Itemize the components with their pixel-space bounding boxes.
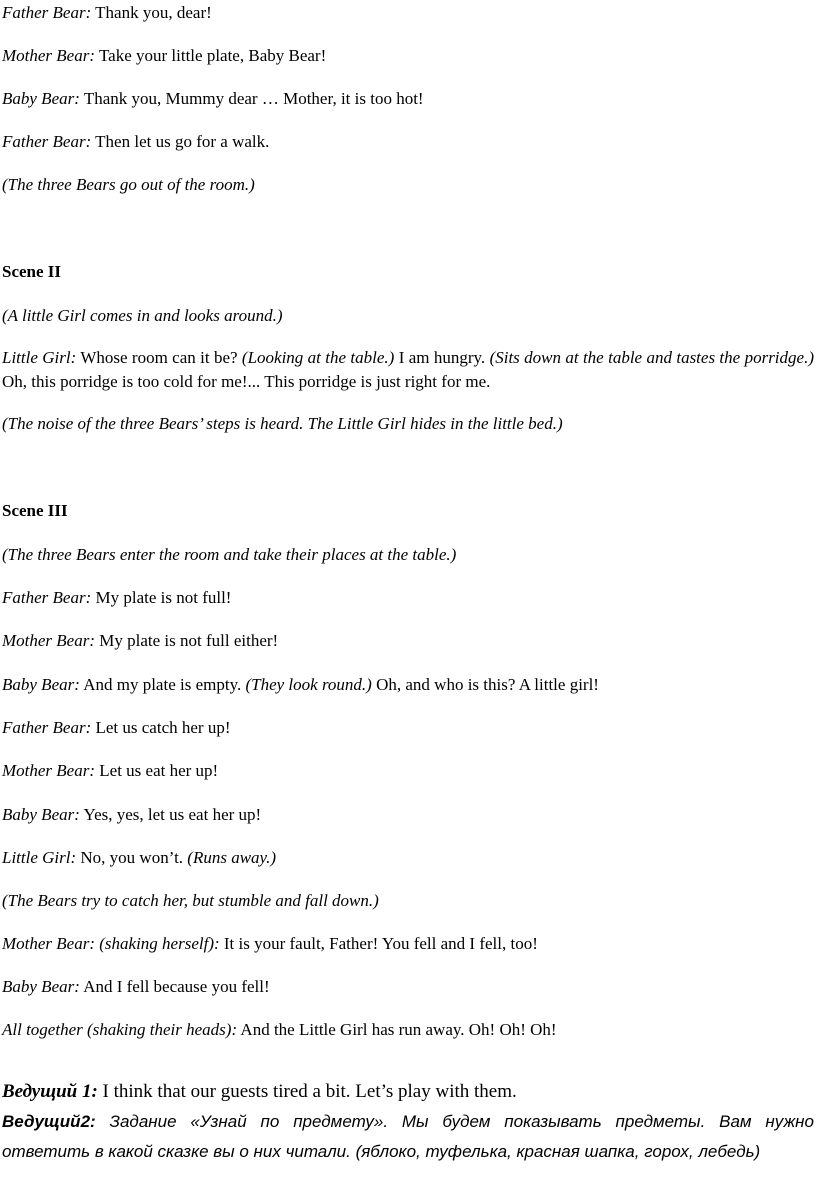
- dialogue-line: [2, 631, 278, 651]
- dialogue-line: [2, 977, 270, 997]
- speaker-name: Baby Bear:: [2, 675, 80, 694]
- task-text: Задание «Узнай по предмету». Мы будем показывать предметы. Вам нужно ответить в какой сказке вы о них читали. (яблоко, туфелька, красная шапка, горох, лебедь): [2, 1112, 814, 1161]
- dialogue-line: [2, 934, 538, 954]
- spoken-text: No, you won’t.: [76, 848, 188, 867]
- dialogue-line: [2, 1020, 557, 1040]
- spoken-text: My plate is not full either!: [95, 631, 279, 650]
- spoken-text: Let us catch her up!: [91, 718, 231, 737]
- stage-direction: (A little Girl comes in and looks around.): [2, 306, 283, 325]
- speaker-name: Baby Bear:: [2, 977, 80, 996]
- stage-direction: (The noise of the three Bears’ steps is heard. The Little Girl hides in the little bed.): [2, 414, 563, 433]
- speaker-name: Father Bear:: [2, 588, 92, 607]
- dialogue-line: [2, 761, 218, 781]
- speaker-name: All together (shaking their heads):: [2, 1020, 238, 1039]
- speaker-name: Mother Bear:: [2, 46, 96, 65]
- speaker-name: Little Girl:: [2, 348, 77, 367]
- spoken-text: I am hungry.: [394, 348, 490, 367]
- spoken-text: Oh, and who is this? A little girl!: [371, 675, 599, 694]
- spoken-text: And the Little Girl has run away. Oh! Oh! Oh!: [237, 1020, 557, 1039]
- spoken-text: Oh, this porridge is too cold for me!... This porridge is just right for me.: [2, 372, 491, 391]
- speaker-name: Ведущий2:: [2, 1112, 96, 1131]
- dialogue-line: [2, 848, 276, 868]
- dialogue-line: [2, 132, 269, 152]
- stage-direction: (The Bears try to catch her, but stumble and fall down.): [2, 891, 379, 910]
- spoken-text: Thank you, Mummy dear … Mother, it is too hot!: [79, 89, 424, 108]
- scene-heading: Scene II: [2, 262, 62, 281]
- speaker-name: Ведущий 1:: [2, 1081, 98, 1102]
- dialogue-line: [2, 3, 212, 23]
- spoken-text: Whose room can it be?: [76, 348, 242, 367]
- speaker-name: Little Girl:: [2, 848, 77, 867]
- spoken-text: I think that our guests tired a bit. Let’s play with them.: [97, 1081, 517, 1102]
- speaker-name: Baby Bear:: [2, 89, 80, 108]
- dialogue-line: [2, 46, 326, 66]
- spoken-text: Yes, yes, let us eat her up!: [79, 805, 262, 824]
- speaker-name: Father Bear:: [2, 132, 92, 151]
- speaker-name: Baby Bear:: [2, 805, 80, 824]
- dialogue-paragraph: [2, 346, 814, 394]
- host-2-paragraph: [2, 1107, 814, 1167]
- speaker-name: Father Bear:: [2, 718, 92, 737]
- dialogue-line: [2, 718, 230, 738]
- stage-direction: (The three Bears go out of the room.): [2, 175, 255, 194]
- scene-heading: Scene III: [2, 501, 68, 520]
- stage-direction: (They look round.): [245, 675, 372, 694]
- spoken-text: Take your little plate, Baby Bear!: [95, 46, 327, 65]
- stage-direction: (Looking at the table.): [241, 348, 395, 367]
- spoken-text: And I fell because you fell!: [79, 977, 270, 996]
- speaker-name: Mother Bear:: [2, 631, 96, 650]
- speaker-name: Mother Bear: (shaking herself):: [2, 934, 220, 953]
- spoken-text: Then let us go for a walk.: [91, 132, 270, 151]
- spoken-text: It is your fault, Father! You fell and I fell, too!: [219, 934, 538, 953]
- spoken-text: Thank you, dear!: [91, 3, 212, 22]
- dialogue-line: [2, 805, 261, 825]
- dialogue-line: [2, 89, 424, 109]
- spoken-text: Let us eat her up!: [95, 761, 219, 780]
- speaker-name: Father Bear:: [2, 3, 92, 22]
- speaker-name: Mother Bear:: [2, 761, 96, 780]
- stage-direction: (Sits down at the table and tastes the porridge.): [489, 348, 814, 367]
- spoken-text: My plate is not full!: [91, 588, 232, 607]
- dialogue-line: [2, 588, 231, 608]
- stage-direction: (The three Bears enter the room and take their places at the table.): [2, 545, 457, 564]
- spoken-text: And my plate is empty.: [79, 675, 246, 694]
- dialogue-line: [2, 675, 599, 695]
- stage-direction: (Runs away.): [187, 848, 277, 867]
- host-1-line: [2, 1080, 517, 1104]
